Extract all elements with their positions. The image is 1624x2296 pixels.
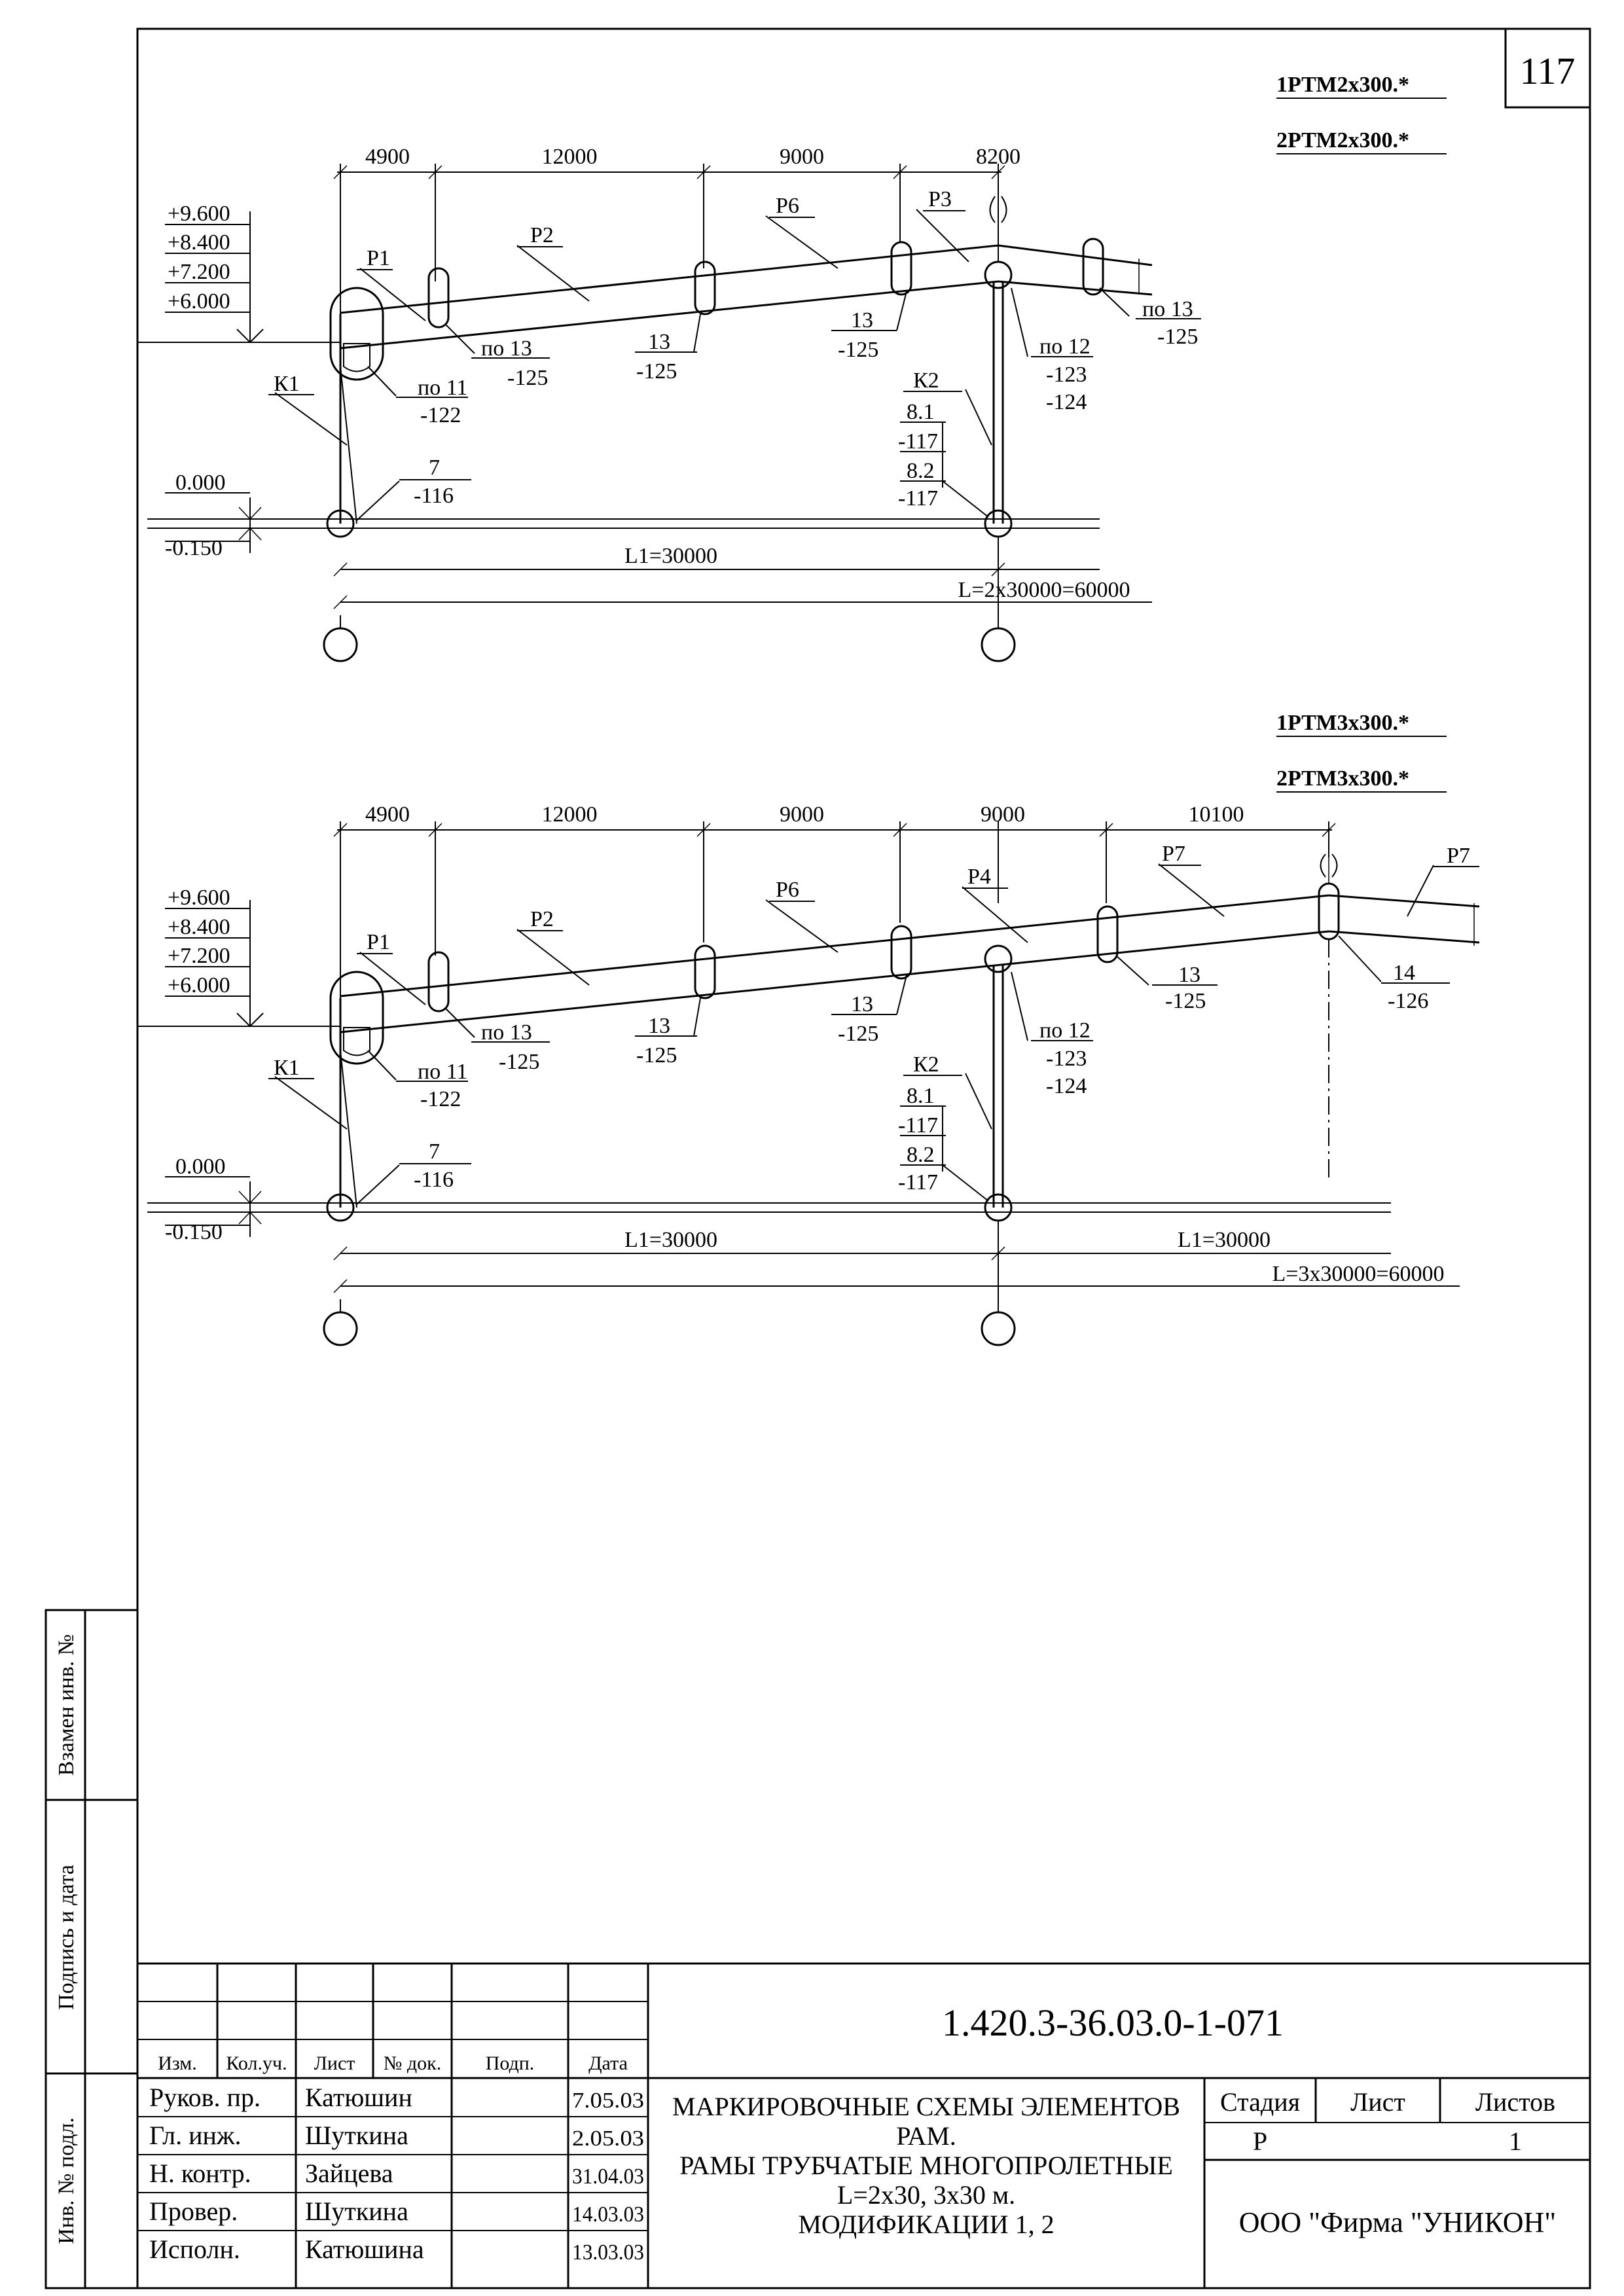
row-name: Шуткина (305, 2197, 408, 2226)
scheme1-ground-1: 0.000 (175, 471, 226, 495)
side-stamp-replaced-inv: Взамен инв. № (54, 1634, 79, 1776)
title-line-4: L=2х30, 3х30 м. (837, 2180, 1016, 2210)
scheme2-note-8c: 8.2 (907, 1143, 935, 1167)
table-row (149, 2083, 644, 2113)
scheme1-label-p1: Р1 (367, 246, 390, 270)
title-line-3: РАМЫ ТРУБЧАТЫЕ МНОГОПРОЛЕТНЫЕ (679, 2151, 1173, 2180)
scheme2-note-2a: 13 (648, 1014, 670, 1038)
row-role: Н. контр. (149, 2159, 251, 2188)
scheme1-note-3b: -125 (838, 338, 879, 362)
scheme1-note-1b: -125 (507, 366, 549, 390)
scheme2-level-1: +9.600 (168, 886, 230, 910)
scheme1-dim-l: L=2х30000=60000 (958, 578, 1130, 602)
row-name: Шуткина (305, 2121, 408, 2150)
scheme1-note-6b: -123 (1046, 363, 1087, 387)
scheme2-span-5: 10100 (1188, 802, 1244, 827)
scheme1-note-7d: -117 (898, 486, 939, 511)
scheme1-note-6c: -124 (1046, 390, 1087, 414)
scheme1-note-3a: 13 (851, 308, 873, 332)
scheme2-note-8d: -117 (898, 1170, 939, 1194)
scheme2-label-p6: Р6 (776, 878, 799, 902)
scheme2-note-7b: -123 (1046, 1047, 1087, 1071)
scheme2-note-4a: 13 (1178, 963, 1200, 987)
scheme1-span-3: 9000 (780, 145, 824, 169)
scheme1-label-p3: Р3 (928, 187, 952, 211)
scheme1-note-8b: -116 (414, 484, 454, 508)
column-header-izm: Изм. (158, 2053, 197, 2074)
scheme1-note-5b: -122 (420, 403, 461, 427)
scheme2-label-p2: Р2 (530, 907, 554, 931)
row-date: 2.05.03 (572, 2126, 644, 2151)
scheme2-label-p1: Р1 (367, 930, 390, 954)
scheme1-level-2: +8.400 (168, 230, 230, 255)
title-line-5: МОДИФИКАЦИИ 1, 2 (798, 2210, 1055, 2239)
column-header-list: Лист (314, 2053, 355, 2074)
side-stamp-signature-date: Подпись и дата (54, 1865, 79, 2010)
row-date: 13.03.03 (572, 2240, 644, 2265)
column-header-date: Дата (588, 2053, 628, 2074)
table-row (149, 2197, 644, 2227)
scheme2-dim-l1-b: L1=30000 (1178, 1228, 1271, 1252)
scheme2-level-3: +7.200 (168, 944, 230, 968)
scheme1-mark-2: 2РТМ2х300.* (1276, 128, 1410, 152)
scheme2-dim-l1-a: L1=30000 (624, 1228, 717, 1252)
scheme1-mark-1: 1РТМ2х300.* (1276, 73, 1410, 97)
scheme2-ground-2: -0.150 (165, 1220, 223, 1244)
scheme2-ground-1: 0.000 (175, 1155, 226, 1179)
document-code: 1.420.3-36.03.0-1-071 (942, 2001, 1284, 2044)
scheme2-span-2: 12000 (541, 802, 598, 827)
row-role: Исполн. (149, 2234, 240, 2264)
scheme1-note-8a: 7 (429, 456, 440, 480)
scheme1-note-7c: 8.2 (907, 459, 935, 483)
scheme2-label-p7-b: Р7 (1447, 844, 1470, 868)
scheme2-label-k2: К2 (913, 1052, 939, 1077)
scheme2-note-2b: -125 (636, 1043, 677, 1067)
scheme1-level-marks (137, 202, 340, 342)
page-number: 117 (1519, 50, 1576, 92)
side-stamp (46, 1610, 137, 2288)
scheme1-dim-l1: L1=30000 (624, 544, 717, 568)
scheme-2 (137, 711, 1479, 1345)
table-row (149, 2159, 644, 2189)
row-name: Катюшин (305, 2083, 412, 2112)
scheme1-level-4: +6.000 (168, 289, 230, 314)
scheme2-note-5a: 14 (1393, 961, 1415, 985)
scheme2-note-3a: 13 (851, 992, 873, 1016)
scheme2-mark-2: 2РТМ3х300.* (1276, 766, 1410, 791)
scheme1-ground-2: -0.150 (165, 536, 223, 560)
row-date: 14.03.03 (572, 2202, 644, 2227)
column-header-signature: Подп. (485, 2053, 535, 2074)
table-row (149, 2121, 644, 2151)
column-header-doc-no: № док. (383, 2053, 442, 2074)
row-role: Провер. (149, 2197, 238, 2226)
scheme1-note-4a: по 13 (1142, 297, 1193, 321)
scheme2-note-5b: -126 (1388, 989, 1429, 1013)
scheme-1 (137, 73, 1447, 661)
scheme1-note-7b: -117 (898, 429, 939, 454)
scheme2-note-4b: -125 (1165, 989, 1206, 1013)
title-line-2: РАМ. (896, 2121, 956, 2151)
row-role: Гл. инж. (149, 2121, 242, 2150)
scheme1-span-1: 4900 (365, 145, 410, 169)
scheme2-note-1a: по 13 (481, 1020, 532, 1045)
scheme2-level-marks (137, 886, 340, 1026)
scheme1-label-p6: Р6 (776, 194, 799, 218)
scheme2-note-8b: -117 (898, 1113, 939, 1138)
sheets-label: Листов (1475, 2087, 1556, 2117)
scheme1-note-2b: -125 (636, 359, 677, 384)
table-row (149, 2234, 644, 2265)
scheme1-span-4: 8200 (976, 145, 1020, 169)
row-name: Зайцева (305, 2159, 393, 2188)
company-name: ООО "Фирма "УНИКОН" (1238, 2206, 1557, 2238)
scheme1-label-k2: К2 (913, 368, 939, 393)
scheme1-level-3: +7.200 (168, 260, 230, 284)
scheme2-mark-1: 1РТМ3х300.* (1276, 711, 1410, 735)
scheme2-note-7a: по 12 (1039, 1018, 1091, 1043)
column-header-kol-uch: Кол.уч. (226, 2053, 287, 2074)
title-line-1: МАРКИРОВОЧНЫЕ СХЕМЫ ЭЛЕМЕНТОВ (672, 2092, 1180, 2121)
scheme1-note-6a: по 12 (1039, 334, 1091, 359)
scheme2-label-p4: Р4 (967, 865, 991, 889)
scheme2-level-2: +8.400 (168, 915, 230, 939)
stage-value: Р (1252, 2126, 1268, 2156)
scheme2-span-1: 4900 (365, 802, 410, 827)
scheme1-span-2: 12000 (541, 145, 598, 169)
frame (137, 29, 1590, 2288)
stage-label: Стадия (1219, 2087, 1301, 2117)
scheme2-note-9b: -116 (414, 1168, 454, 1192)
scheme2-note-6b: -122 (420, 1087, 461, 1111)
row-name: Катюшина (305, 2234, 424, 2264)
scheme1-note-7a: 8.1 (907, 400, 935, 424)
scheme2-dim-l: L=3х30000=60000 (1272, 1262, 1445, 1286)
scheme2-label-p7-a: Р7 (1162, 842, 1185, 866)
scheme2-note-3b: -125 (838, 1022, 879, 1046)
scheme1-label-k1: К1 (274, 372, 300, 396)
scheme2-note-6a: по 11 (418, 1060, 468, 1084)
row-date: 31.04.03 (572, 2164, 644, 2189)
scheme2-note-7c: -124 (1046, 1074, 1087, 1098)
scheme2-note-8a: 8.1 (907, 1084, 935, 1108)
side-stamp-original-inv: Инв. № подл. (54, 2117, 79, 2244)
scheme2-note-1b: -125 (499, 1050, 540, 1074)
scheme2-label-k1: К1 (274, 1056, 300, 1080)
scheme1-note-4b: -125 (1157, 325, 1199, 349)
sheets-value: 1 (1509, 2126, 1522, 2156)
scheme2-level-4: +6.000 (168, 973, 230, 997)
row-role: Руков. пр. (149, 2083, 261, 2112)
scheme2-note-9a: 7 (429, 1139, 440, 1164)
scheme1-note-5a: по 11 (418, 376, 468, 400)
sheet-label: Лист (1350, 2087, 1405, 2117)
scheme1-note-1a: по 13 (481, 336, 532, 361)
scheme1-level-1: +9.600 (168, 202, 230, 226)
title-block (137, 1964, 1590, 2288)
scheme2-span-4: 9000 (981, 802, 1025, 827)
row-date: 7.05.03 (572, 2089, 644, 2113)
scheme2-span-3: 9000 (780, 802, 824, 827)
scheme1-label-p2: Р2 (530, 223, 554, 247)
scheme1-note-2a: 13 (648, 330, 670, 354)
